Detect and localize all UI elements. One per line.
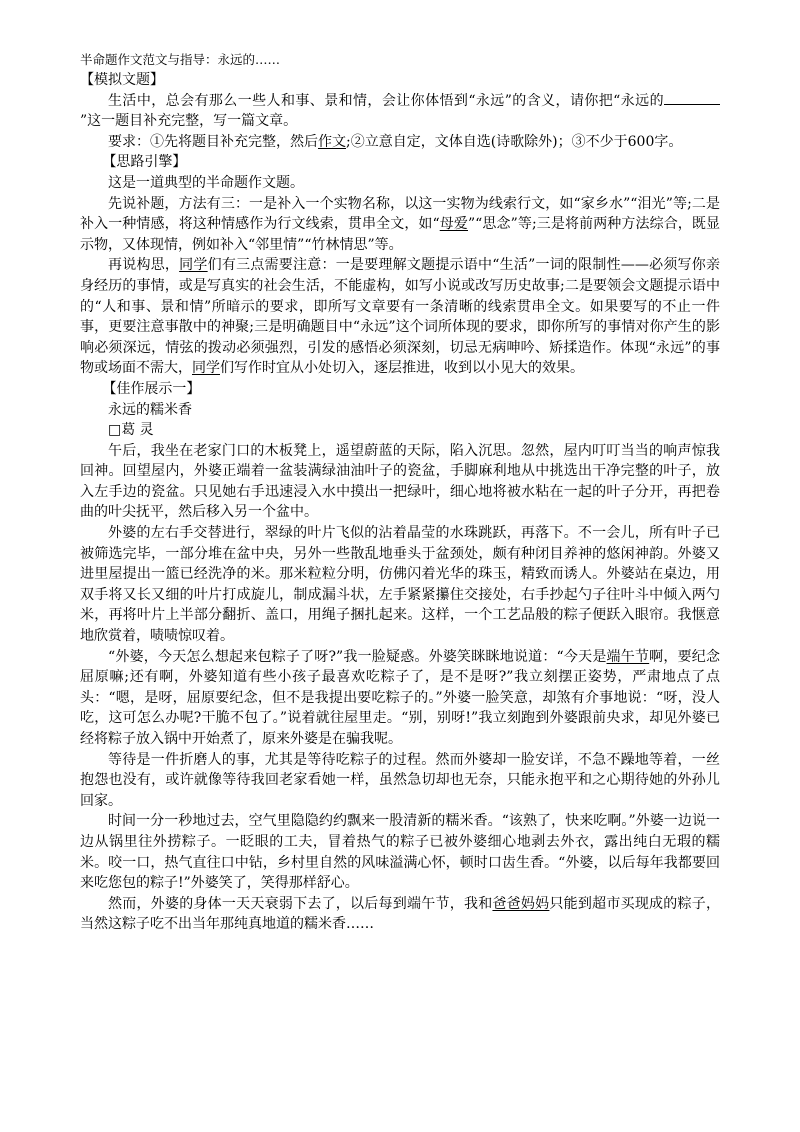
classmate-link-2[interactable]: 同学 <box>192 360 220 377</box>
essay-p6-text-end: 只能到超市买现成的粽子，当然这粽子吃不出当年那纯真地道的糯米香…… <box>80 895 721 933</box>
essay-author: □葛 灵 <box>108 422 154 439</box>
document-page <box>80 50 720 935</box>
idea-p3-text-end: 们写作时宜从小处切入，逐层推进，收到以小见大的效果。 <box>220 360 584 377</box>
classmate-link-1[interactable]: 同学 <box>179 257 208 274</box>
idea-paragraph-2 <box>80 194 720 256</box>
composition-link[interactable]: 作文 <box>318 133 346 150</box>
idea-paragraph-3 <box>80 255 720 379</box>
fill-in-blank <box>664 92 720 105</box>
idea-p2-text-start: 先说补题，方法有三：一是补入一个实物名称，以这一实物为线索行文，如“家乡水”“泪光”等;二是补入一种情感，将这种情感作为行文线索，贯串全文，如“ <box>80 195 720 233</box>
essay-paragraph-3 <box>80 647 720 750</box>
requirements-text-start: 要求：①先将题目补充完整，然后 <box>108 133 318 150</box>
essay-paragraph-4: 等待是一件折磨人的事，尤其是等待吃粽子的过程。然而外婆却一脸安详，不急不躁地等着，一丝抱怨也没有，或许就像等待我回老家看她一样，虽然急切却也无奈，只能永抱平和之心期待她的外孙儿回家。 <box>80 751 720 809</box>
essay-p3-text-end: 啊，要纪念屈原嘛;还有啊，外婆知道有些小孩子最喜欢吃粽子了，是不是呀?”我立刻摆正姿势，严肃地点了点头：“嗯，是呀，屈原要纪念，但不是我提出要吃粽子的。”外婆一脸笑意，却煞有介事地说：“呀，没人吃，这可怎么办呢?干脆不包了。”说着就往屋里走。“别，别呀!”我立刻跑到外婆跟前央求，却见外婆已经将粽子放入锅中开始煮了，原来外婆是在骗我呢。 <box>80 648 721 747</box>
essay-p6-text-start: 然而，外婆的身体一天天衰弱下去了，以后每到端午节，我和 <box>108 895 493 912</box>
parents-link[interactable]: 爸爸妈妈 <box>492 895 550 912</box>
idea-paragraph-1: 这是一道典型的半命题作文题。 <box>108 174 304 191</box>
requirements-text-end: ;②立意自定，文体自选(诗歌除外)；③不少于600字。 <box>346 133 683 150</box>
section-heading-simulated-topic: 【模拟文题】 <box>80 72 164 88</box>
mother-love-link[interactable]: 母爱 <box>439 216 468 233</box>
essay-paragraph-6 <box>80 894 720 935</box>
essay-paragraph-5: 时间一分一秒地过去，空气里隐隐约约飘来一股清新的糯米香。“该熟了，快来吃啊。”外婆一边说一边从锅里往外捞粽子。一眨眼的工夫，冒着热气的粽子已被外婆细心地剥去外衣，露出纯白无瑕的糯米。咬一口，热气直往口中钻，乡村里自然的风味溢满心怀，顿时口齿生香。“外婆，以后每年我都要回来吃您包的粽子!”外婆笑了，笑得那样舒心。 <box>80 813 720 892</box>
essay-paragraph-1: 午后，我坐在老家门口的木板凳上，遥望蔚蓝的天际，陷入沉思。忽然，屋内叮叮当当的响声惊我回神。回望屋内，外婆正端着一盆装满绿油油叶子的瓷盆，手脚麻利地从中挑选出干净完整的叶子，放入左手边的瓷盆。只见她右手迅速浸入水中摸出一把绿叶，细心地将被水粘在一起的叶子分开，再把卷曲的叶尖抚平，然后移入另一个盆中。 <box>80 442 720 521</box>
requirements-paragraph <box>80 132 720 153</box>
essay-p3-text-start: “外婆，今天怎么想起来包粽子了呀?”我一脸疑惑。外婆笑眯眯地说道：“今天是 <box>108 648 607 665</box>
dragon-boat-festival-link[interactable]: 端午节 <box>606 648 650 665</box>
document-title: 半命题作文范文与指导：永远的…… <box>80 52 281 67</box>
topic-paragraph <box>80 91 720 132</box>
essay-paragraph-2: 外婆的左右手交替进行，翠绿的叶片飞似的沾着晶莹的水珠跳跃，再落下。不一会儿，所有叶子已被筛选完毕，一部分堆在盆中央，另外一些散乱地垂头于盆颈处，颇有种闭目养神的悠闲神韵。外婆又进里屋提出一篮已经洗净的米。那米粒粒分明，仿佛闪着光华的珠玉，精致而诱人。外婆站在桌边，用双手将又长又细的叶片打成旋儿，制成漏斗状，左手紧紧攥住交接处，右手抄起勺子往叶斗中倾入两勺米，再将叶片上半部分翻折、盖口，用绳子捆扎起来。这样，一个工艺品般的粽子便跃入眼帘。我惬意地欣赏着，啧啧惊叹着。 <box>80 525 720 645</box>
idea-p3-text-start: 再说构思， <box>108 257 180 274</box>
essay-title: 永远的糯米香 <box>108 401 192 418</box>
topic-text-end: ”这一题目补充完整，写一篇文章。 <box>80 113 298 130</box>
section-heading-showcase: 【佳作展示一】 <box>102 380 201 397</box>
topic-text-start: 生活中，总会有那么一些人和事、景和情，会让你体悟到“永远”的含义，请你把“永远的 <box>108 92 664 109</box>
idea-p3-text-mid: 们有三点需要注意：一是要理解文题提示语中“生活”一词的限制性——必须写你亲身经历的事情，或是写真实的社会生活，不能虚构，如写小说或改写历史故事;二是要领会文题提示语中的“人和事、景和情”所暗示的要求，即所写文章要有一条清晰的线索贯串全文。如果要写的不止一件事，更要注意事散中的神聚;三是明确题目中“永远”这个词所体现的要求，即你所写的事情对你产生的影响必须深远，情弦的拨动必须强烈，引发的感悟必须深刻，切忌无病呻吟、矫揉造作。体现“永远”的事物或场面不需大， <box>80 257 721 377</box>
idea-p2-text-end: ”“思念”等;三是将前两种方法综合，既显示物，又体现情，例如补入“邻里情”“竹林情思”等。 <box>80 216 721 253</box>
section-heading-idea-engine: 【思路引擎】 <box>102 154 187 171</box>
